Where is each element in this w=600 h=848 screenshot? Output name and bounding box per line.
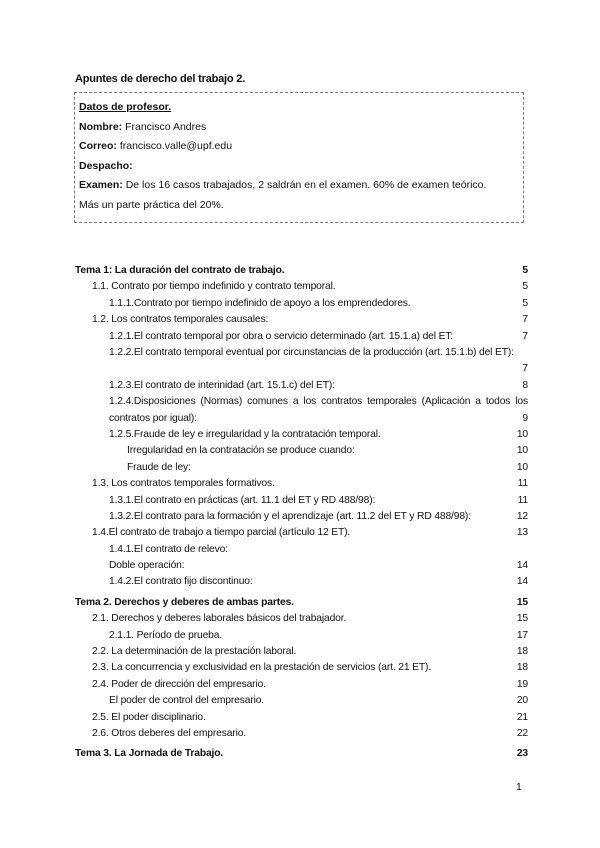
- toc-section-1-2-2[interactable]: [75, 345, 528, 378]
- toc-entry-text: 2.1.1. Período de prueba.: [109, 629, 223, 641]
- toc-page-number: 17: [516, 629, 528, 641]
- toc-page-number: 23: [516, 748, 528, 760]
- toc-entry-text: 1.4.El contrato de trabajo a tiempo parcial (artículo 12 ET).: [92, 527, 351, 539]
- toc-section-2-2[interactable]: [75, 644, 528, 660]
- toc-page-number: 19: [516, 678, 528, 690]
- toc-entry-text: 2.1. Derechos y deberes laborales básicos del trabajador.: [92, 613, 347, 625]
- toc-page-number: 18: [516, 646, 528, 658]
- toc-entry-text: 2.3. La concurrencia y exclusividad en la prestación de servicios (art. 21 ET).: [92, 662, 431, 674]
- toc-entry-text: 1.1. Contrato por tiempo indefinido y contrato temporal.: [92, 281, 336, 293]
- toc-subentry-fraude[interactable]: [75, 460, 528, 476]
- toc-subentry-doble-operacion[interactable]: [75, 558, 528, 574]
- toc-section-2-4[interactable]: [75, 677, 528, 693]
- toc-section-1-3-1[interactable]: [75, 493, 528, 509]
- toc-section-1-2-5[interactable]: [75, 427, 528, 443]
- office-label: Despacho:: [79, 159, 133, 172]
- toc-section-2-1[interactable]: [75, 611, 528, 627]
- professor-name: [79, 118, 519, 138]
- toc-page-number: 13: [516, 527, 528, 539]
- toc-section-2-6[interactable]: [75, 726, 528, 742]
- table-of-contents: [75, 263, 528, 763]
- toc-page-number: 21: [516, 711, 528, 723]
- toc-entry-text: El poder de control del empresario.: [109, 695, 265, 707]
- toc-entry-text: 1.2.3.El contrato de interinidad (art. 15.1.c) del ET):: [109, 379, 335, 391]
- toc-section-2-1-1[interactable]: [75, 628, 528, 644]
- toc-tema-2[interactable]: [75, 595, 528, 611]
- toc-page-number: 5: [522, 297, 528, 309]
- toc-entry-text: 1.3.1.El contrato en prácticas (art. 11.1 del ET y RD 488/98):: [109, 494, 376, 506]
- email-value: francisco.valle@upf.edu: [116, 140, 233, 153]
- toc-page-number: 10: [516, 461, 528, 473]
- professor-info-box: [74, 92, 524, 223]
- professor-office: [79, 157, 519, 177]
- toc-section-2-3[interactable]: [75, 660, 528, 676]
- name-value: Francisco Andres: [122, 120, 207, 133]
- toc-section-1-2[interactable]: [75, 312, 528, 328]
- toc-section-1-3-2[interactable]: [75, 509, 528, 525]
- toc-entry-text: Fraude de ley:: [127, 461, 191, 473]
- page-number: 1: [516, 781, 522, 793]
- toc-entry-text: 1.2.1.El contrato temporal por obra o servicio determinado (art. 15.1.a) del ET:: [109, 330, 453, 342]
- toc-entry-text: Tema 3. La Jornada de Trabajo.: [75, 748, 224, 760]
- toc-section-1-1-1[interactable]: [75, 296, 528, 312]
- toc-page-number: 10: [516, 445, 528, 457]
- professor-email: [79, 137, 519, 157]
- toc-entry-text: 1.2. Los contratos temporales causales:: [92, 314, 269, 326]
- toc-page-number: 14: [516, 560, 528, 572]
- professor-heading: Datos de profesor.: [79, 101, 172, 113]
- professor-exam-extra: Más un parte práctica del 20%.: [79, 198, 224, 211]
- toc-page-number: 5: [522, 265, 528, 276]
- toc-section-1-4-2[interactable]: [75, 574, 528, 590]
- toc-section-1-4-1[interactable]: [75, 542, 528, 558]
- toc-entry-text: Tema 2. Derechos y deberes de ambas partes.: [75, 596, 294, 608]
- toc-subentry-irregularidad[interactable]: [75, 443, 528, 459]
- toc-section-1-2-1[interactable]: [75, 329, 528, 345]
- toc-page-number: 11: [517, 494, 528, 506]
- exam-label: Examen:: [79, 179, 123, 192]
- toc-page-number: 8: [522, 379, 528, 391]
- toc-section-1-2-3[interactable]: [75, 378, 528, 394]
- toc-page-number: 20: [516, 695, 528, 707]
- toc-entry-text: 1.2.5.Fraude de ley e irregularidad y la contratación temporal.: [109, 428, 381, 440]
- toc-page-number: 15: [516, 613, 528, 625]
- exam-value: De los 16 casos trabajados, 2 saldrán en el examen. 60% de examen teórico.: [122, 179, 487, 192]
- toc-entry-text: 1.4.1.El contrato de relevo:: [109, 543, 228, 555]
- page-title: Apuntes de derecho del trabajo 2.: [75, 73, 246, 85]
- professor-exam: [79, 176, 519, 196]
- toc-page-number: 18: [516, 662, 528, 674]
- toc-page-number: 12: [516, 510, 528, 522]
- toc-page-number: 9: [522, 412, 528, 424]
- toc-tema-3[interactable]: [75, 746, 528, 762]
- toc-entry-text: 1.3. Los contratos temporales formativos.: [92, 478, 275, 490]
- toc-entry-text: 2.2. La determinación de la prestación laboral.: [92, 646, 297, 658]
- toc-entry-text: 2.6. Otros deberes del empresario.: [92, 727, 247, 739]
- toc-page-number: 7: [522, 363, 528, 375]
- toc-entry-text: Irregularidad en la contratación se produce cuando:: [127, 445, 355, 457]
- toc-section-1-4[interactable]: [75, 525, 528, 541]
- toc-page-number: 10: [516, 428, 528, 440]
- toc-page-number: 22: [516, 727, 528, 739]
- toc-entry-text: Doble operación:: [109, 560, 185, 572]
- toc-page-number: 7: [522, 314, 528, 326]
- toc-entry-text: 1.2.4.Disposiciones (Normas) comunes a los contratos temporales (Aplicación a todos los contratos por igual):: [109, 396, 528, 424]
- toc-entry-text: 1.3.2.El contrato para la formación y el aprendizaje (art. 11.2 del ET y RD 488/98):: [109, 510, 471, 522]
- toc-page-number: 5: [522, 281, 528, 293]
- toc-page-number: 15: [516, 596, 528, 608]
- toc-subentry-poder-control[interactable]: [75, 693, 528, 709]
- toc-entry-text: 2.5. El poder disciplinario.: [92, 711, 206, 723]
- email-label: Correo:: [79, 140, 117, 153]
- toc-section-1-1[interactable]: [75, 279, 528, 295]
- toc-page-number: 7: [522, 330, 528, 342]
- toc-tema-1[interactable]: [75, 263, 528, 279]
- toc-page-number: 11: [517, 478, 528, 490]
- toc-section-1-2-4[interactable]: [75, 394, 528, 427]
- toc-section-2-5[interactable]: [75, 710, 528, 726]
- toc-entry-text: 1.4.2.El contrato fijo discontinuo:: [109, 576, 253, 588]
- toc-page-number: 14: [516, 576, 528, 588]
- toc-entry-text: Tema 1: La duración del contrato de trabajo.: [75, 265, 285, 276]
- toc-section-1-3[interactable]: [75, 476, 528, 492]
- toc-entry-text: 1.2.2.El contrato temporal eventual por circunstancias de la producción (art. 15.1.b) del ET):: [109, 346, 514, 358]
- toc-entry-text: 1.1.1.Contrato por tiempo indefinido de apoyo a los emprendedores.: [109, 297, 411, 309]
- name-label: Nombre:: [79, 120, 123, 133]
- toc-entry-text: 2.4. Poder de dirección del empresario.: [92, 678, 266, 690]
